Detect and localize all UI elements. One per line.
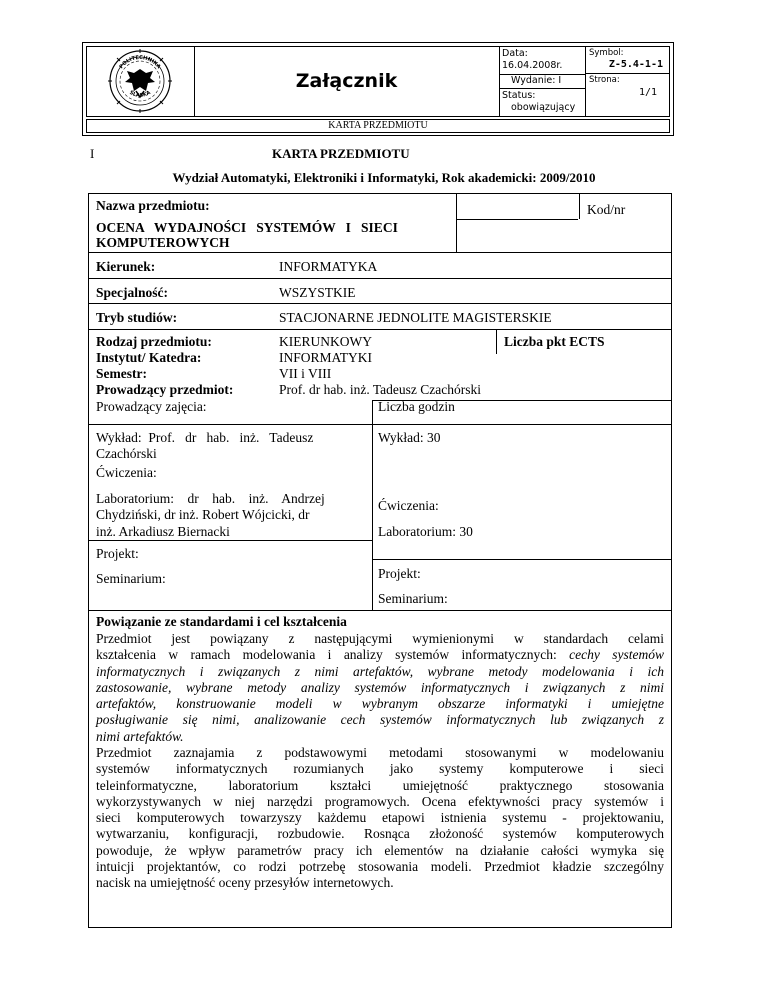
course-name-line1: OCENA WYDAJNOŚCI SYSTEMÓW I SIECI (96, 220, 398, 235)
lecturer-label: Prowadzący przedmiot: (96, 382, 234, 397)
study-mode-label: Tryb studiów: (96, 310, 178, 325)
p2-line: wytwarzaniu, konfiguracji, rozbudowie. Rosnąca złożoność systemów komputerowych (96, 826, 664, 842)
lab-instructor-line3: inż. Arkadiusz Biernacki (96, 524, 230, 539)
seminar-hours: Seminarium: (378, 591, 448, 606)
p2-line: sieci komputerowych towarzyszy każdemu etapowi istnienia systemu - projektowaniu, (96, 810, 664, 826)
institute-label: Instytut/ Katedra: (96, 350, 202, 365)
exercises-instructor: Ćwiczenia: (96, 465, 157, 480)
page-heading: KARTA PRZEDMIOTU (272, 146, 410, 161)
objectives-paragraph-2 (96, 745, 664, 892)
p1-line: kształcenia w ramach modelowania i analizy systemów informatycznych: cechy systemów (96, 647, 664, 663)
study-mode-value: STACJONARNE JEDNOLITE MAGISTERSKIE (279, 310, 552, 325)
p1-italic-line: nimi artefaktów. (96, 728, 184, 744)
lab-instructor-line1: Laboratorium: dr hab. inż. Andrzej (96, 491, 325, 506)
header-grid (86, 46, 670, 117)
faculty-year-line: Wydział Automatyki, Elektroniki i Informatyki, Rok akademicki: 2009/2010 (172, 170, 596, 185)
specialization-label: Specjalność: (96, 285, 168, 300)
field-label: Kierunek: (96, 259, 156, 274)
university-seal-logo (87, 47, 194, 116)
lecture-instructor-line1: Wykład: Prof. dr hab. inż. Tadeusz (96, 430, 314, 445)
course-name-label: Nazwa przedmiotu: (96, 198, 210, 213)
lecture-hours: Wykład: 30 (378, 430, 441, 445)
lab-hours: Laboratorium: 30 (378, 524, 473, 539)
svg-text:ŚLĄSKA: ŚLĄSKA (128, 89, 152, 99)
hours-label: Liczba godzin (378, 399, 455, 414)
lecturer-value: Prof. dr hab. inż. Tadeusz Czachórski (279, 382, 481, 397)
semester-value: VII i VIII (279, 366, 332, 381)
page-value: 1/1 (638, 87, 657, 98)
p1-italic-line: zastosowanie, wybrane metody analizy systemów informatycznych i związanych z nimi (96, 679, 664, 695)
document-header (82, 42, 674, 136)
edition-value: Wydanie: I (511, 75, 562, 86)
objectives-paragraph-1 (96, 631, 664, 745)
code-label: Kod/nr (587, 202, 626, 217)
symbol-cell (585, 47, 669, 116)
exercises-hours: Ćwiczenia: (378, 498, 439, 513)
p2-line: Przedmiot zaznajamia z podstawowymi metodami stosowanymi w modelowaniu (96, 745, 664, 760)
symbol-value: Z-5.4-1-1 (608, 59, 663, 70)
p2-line: powoduje, że wpływ parametrów pracy ich elementów na działanie całości wymyka się (96, 842, 664, 858)
specialization-value: WSZYSTKIE (279, 285, 356, 300)
status-value: obowiązujący (511, 102, 576, 113)
status-label: Status: (502, 90, 536, 101)
svg-text:POLITECHNIKA: POLITECHNIKA (118, 54, 162, 71)
p2-line: nacisk na umiejętność oceny przesyłów internetowych. (96, 875, 394, 891)
p2-line: systemów informatycznych rozumianych jako systemy komputerowe i sieci (96, 761, 664, 777)
seminar-instructor: Seminarium: (96, 571, 166, 586)
p1-italic-line: artefaktów, konstruowanie modeli w wybranym obszarze informatyki i umiejętne (96, 696, 664, 712)
p1-line: Przedmiot jest powiązany z następującymi wymienionymi w standardach celami (96, 631, 664, 646)
date-cell (499, 47, 586, 116)
section-number: I (90, 146, 95, 161)
p2-line: teleinformatyczne, laboratorium kształci umiejętność praktycznego stosowania (96, 777, 664, 793)
course-type-value: KIERUNKOWY (279, 334, 372, 349)
p2-line: intuicji projektantów, co rodzi potrzebę stosowania modeli. Przedmiot kładzie szczególny (96, 859, 664, 875)
lab-instructor-line2: Chydziński, dr inż. Robert Wójcicki, dr (96, 507, 310, 522)
field-value: INFORMATYKA (279, 259, 378, 274)
course-type-label: Rodzaj przedmiotu: (96, 334, 212, 349)
course-card-table (88, 193, 672, 928)
ects-label: Liczba pkt ECTS (504, 334, 605, 349)
logo-cell (87, 47, 195, 116)
project-instructor: Projekt: (96, 546, 139, 561)
lecture-instructor-line2: Czachórski (96, 446, 157, 461)
date-value: 16.04.2008r. (502, 60, 563, 71)
document-title: Załącznik (295, 70, 398, 92)
header-footer: KARTA PRZEDMIOTU (86, 119, 670, 133)
p1-italic-line: posługiwanie się nimi, analizowanie cech systemów informatycznych lub związanych z (96, 712, 664, 728)
objectives-title: Powiązanie ze standardami i cel kształcenia (96, 614, 347, 629)
p1-italic-line: informatycznych i związanych z nimi artefaktów, wybrane metody modelowania i ich (96, 663, 664, 679)
symbol-label: Symbol: (589, 48, 624, 58)
project-hours: Projekt: (378, 566, 421, 581)
instructors-label: Prowadzący zajęcia: (96, 399, 207, 414)
semester-label: Semestr: (96, 366, 147, 381)
page-label: Strona: (589, 75, 620, 85)
institute-value: INFORMATYKI (279, 350, 373, 365)
p2-line: wykorzystywanych w niej narzędzi programowych. Ocena efektywności pracy systemów i (96, 793, 664, 809)
course-name-line2: KOMPUTEROWYCH (96, 235, 230, 250)
title-cell (194, 47, 500, 116)
date-label: Data: (502, 48, 528, 59)
